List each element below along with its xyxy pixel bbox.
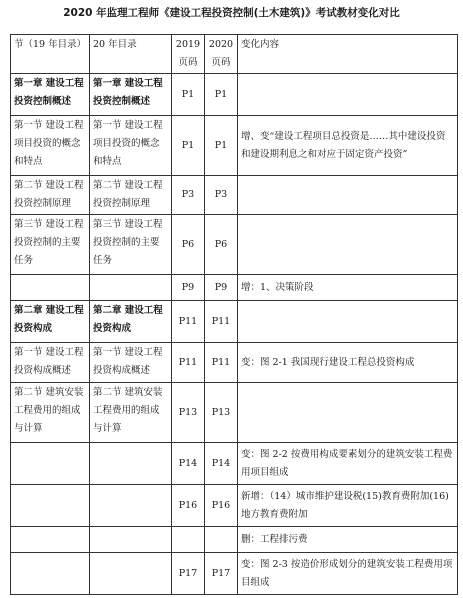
table-row xyxy=(11,301,458,343)
table-row xyxy=(11,527,458,553)
cell-2019-page: P16 xyxy=(172,485,205,527)
table-row xyxy=(11,116,458,176)
cell-2019-page: P17 xyxy=(172,553,205,595)
table-row xyxy=(11,443,458,485)
cell-2020-page: P9 xyxy=(205,275,238,301)
cell-2019-toc xyxy=(11,485,90,527)
cell-2019-toc: 第二章 建设工程投资构成 xyxy=(11,301,90,343)
cell-2020-toc xyxy=(90,527,172,553)
cell-2019-page: P14 xyxy=(172,443,205,485)
cell-2019-page: P1 xyxy=(172,116,205,176)
cell-2020-toc: 第二节 建筑安装工程费用的组成与计算 xyxy=(90,383,172,443)
table-row xyxy=(11,343,458,383)
cell-2020-page: P6 xyxy=(205,215,238,275)
cell-2019-toc xyxy=(11,553,90,595)
cell-change xyxy=(238,74,458,116)
cell-change xyxy=(238,383,458,443)
cell-2019-toc xyxy=(11,527,90,553)
cell-2020-toc: 第二章 建设工程投资构成 xyxy=(90,301,172,343)
cell-2019-toc: 第二节 建筑安装工程费用的组成与计算 xyxy=(11,383,90,443)
cell-2020-toc: 第一节 建设工程投资构成概述 xyxy=(90,343,172,383)
cell-2020-toc: 第三节 建设工程投资控制的主要任务 xyxy=(90,215,172,275)
table-header-row xyxy=(11,35,458,74)
cell-2019-page: P6 xyxy=(172,215,205,275)
cell-2019-page xyxy=(172,527,205,553)
cell-2019-page: P11 xyxy=(172,343,205,383)
cell-2020-page xyxy=(205,527,238,553)
cell-change xyxy=(238,176,458,215)
cell-2020-page: P1 xyxy=(205,74,238,116)
cell-2019-page: P11 xyxy=(172,301,205,343)
cell-2020-toc xyxy=(90,275,172,301)
cell-change: 增：1、决策阶段 xyxy=(238,275,458,301)
cell-2020-toc: 第二节 建设工程投资控制原理 xyxy=(90,176,172,215)
cell-change xyxy=(238,215,458,275)
table-row xyxy=(11,383,458,443)
cell-2019-toc: 第三节 建设工程投资控制的主要任务 xyxy=(11,215,90,275)
header-cell-change: 变化内容 xyxy=(238,35,458,74)
table-row xyxy=(11,553,458,595)
table-row xyxy=(11,485,458,527)
cell-2020-page: P11 xyxy=(205,301,238,343)
cell-2020-toc xyxy=(90,485,172,527)
page-title: 2020 年监理工程师《建设工程投资控制(土木建筑)》考试教材变化对比 xyxy=(63,7,400,19)
header-cell-2020-toc: 20 年目录 xyxy=(90,35,172,74)
cell-2019-toc: 第一节 建设工程项目投资的概念和特点 xyxy=(11,116,90,176)
cell-change: 删：工程排污费 xyxy=(238,527,458,553)
cell-2019-toc: 第一章 建设工程投资控制概述 xyxy=(11,74,90,116)
cell-2019-page: P3 xyxy=(172,176,205,215)
cell-2020-page: P16 xyxy=(205,485,238,527)
comparison-table xyxy=(10,34,458,595)
cell-2019-page: P9 xyxy=(172,275,205,301)
header-cell-2020-page: 2020 页码 xyxy=(205,35,238,74)
cell-2019-toc: 第二节 建设工程投资控制原理 xyxy=(11,176,90,215)
cell-change: 增、变“建设工程项目总投资是……其中建设投资和建设期利息之和对应于固定资产投资” xyxy=(238,116,458,176)
cell-2020-page: P13 xyxy=(205,383,238,443)
cell-change: 变：图 2-1 我国现行建设工程总投资构成 xyxy=(238,343,458,383)
cell-2020-toc xyxy=(90,553,172,595)
cell-change: 变：图 2-3 按造价形成划分的建筑安装工程费用项目组成 xyxy=(238,553,458,595)
cell-2020-page: P1 xyxy=(205,116,238,176)
cell-change: 新增：（14）城市维护建设税(15)教育费附加(16)地方教育费附加 xyxy=(238,485,458,527)
table-row xyxy=(11,176,458,215)
cell-2019-toc xyxy=(11,443,90,485)
cell-2020-toc: 第一章 建设工程投资控制概述 xyxy=(90,74,172,116)
cell-change xyxy=(238,301,458,343)
table-row xyxy=(11,74,458,116)
header-cell-2019-page: 2019 页码 xyxy=(172,35,205,74)
cell-2020-toc: 第一节 建设工程项目投资的概念和特点 xyxy=(90,116,172,176)
cell-2020-page: P11 xyxy=(205,343,238,383)
cell-2020-page: P3 xyxy=(205,176,238,215)
table-row xyxy=(11,215,458,275)
cell-2020-page: P17 xyxy=(205,553,238,595)
cell-2019-toc: 第一节 建设工程投资构成概述 xyxy=(11,343,90,383)
table-row xyxy=(11,275,458,301)
cell-change: 变：图 2-2 按费用构成要素划分的建筑安装工程费用项目组成 xyxy=(238,443,458,485)
cell-2020-page: P14 xyxy=(205,443,238,485)
cell-2019-page: P1 xyxy=(172,74,205,116)
header-cell-2019-toc: 节（19 年目录） xyxy=(11,35,90,74)
cell-2019-toc xyxy=(11,275,90,301)
cell-2020-toc xyxy=(90,443,172,485)
cell-2019-page: P13 xyxy=(172,383,205,443)
